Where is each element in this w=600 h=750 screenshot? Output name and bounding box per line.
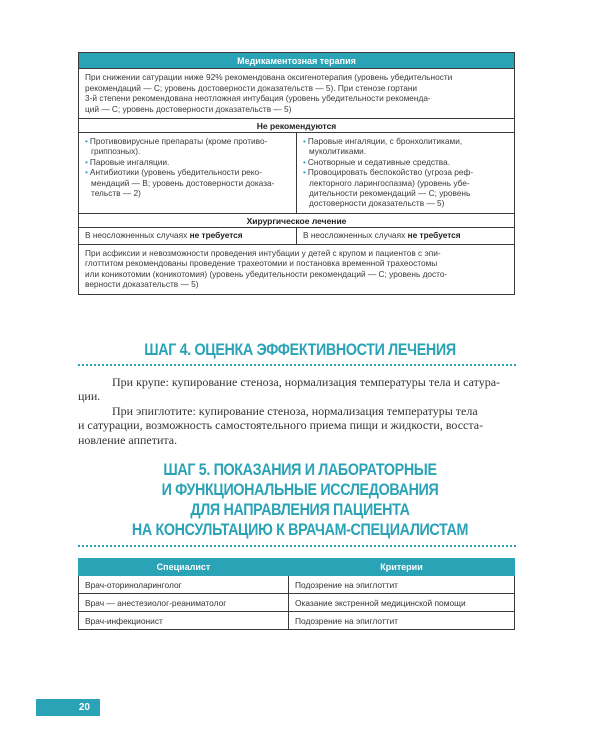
surgical-row <box>79 227 514 244</box>
list-item: • Провоцировать беспокойство (угроза реф- <box>303 167 508 177</box>
list-item: дительности рекомендаций — С; уровень <box>309 188 471 199</box>
list-item: тельств — 2) <box>91 188 141 199</box>
specialist-cell: Врач — анестезиолог-реаниматолог <box>79 594 289 612</box>
criteria-cell: Подозрение на эпиглоттит <box>289 612 515 630</box>
not-recommended-header: Не рекомендуются <box>79 118 514 132</box>
specialist-cell: Врач-оториноларинголог <box>79 576 289 594</box>
list-item: мендаций — В; уровень достоверности доказа- <box>91 177 275 188</box>
table-row <box>79 576 515 594</box>
list-item: гриппозных). <box>91 146 141 157</box>
not-recommended-row <box>79 132 514 213</box>
surgical-text: При асфиксии и невозможности проведения интубации у детей с крупом и пациентов с эпи- глоттитом рекомендованы проведение трахеотомии и постановка временной трахеостомы или коникотомии (коникотомия) (уровень убедительности рекомендаций — С; уровень досто- верности доказательств — 5) <box>79 244 514 294</box>
not-recommended-left <box>79 133 296 213</box>
list-item: • Противовирусные препараты (кроме противо- <box>85 136 290 146</box>
step4-title: ШАГ 4. ОЦЕНКА ЭФФЕКТИВНОСТИ ЛЕЧЕНИЯ <box>144 340 456 359</box>
list-item: • Антибиотики (уровень убедительности реко- <box>85 167 290 177</box>
table-row <box>79 612 515 630</box>
list-item: достоверности доказательств — 5) <box>309 198 445 209</box>
list-item: • Снотворные и седативные средства. <box>303 157 508 167</box>
surgical-header: Хирургическое лечение <box>79 213 514 227</box>
specialist-table <box>78 558 515 630</box>
medication-header: Медикаментозная терапия <box>79 52 514 68</box>
step4-paragraph-1: При крупе: купирование стеноза, нормализация температуры тела и сатура- ции. <box>78 375 501 404</box>
list-item: лекторного ларингоспазма) (уровень убе- <box>309 177 470 188</box>
table-row <box>79 594 515 612</box>
step5-divider <box>78 545 516 547</box>
list-item: муколитиками. <box>309 146 367 157</box>
not-recommended-right <box>296 133 514 213</box>
step5-title: ШАГ 5. ПОКАЗАНИЯ И ЛАБОРАТОРНЫЕ И ФУНКЦИОНАЛЬНЫЕ ИССЛЕДОВАНИЯ ДЛЯ НАПРАВЛЕНИЯ ПАЦИЕНТА НА КОНСУЛЬТАЦИЮ К ВРАЧАМ-СПЕЦИАЛИСТАМ <box>131 460 469 539</box>
criteria-cell: Подозрение на эпиглоттит <box>289 576 515 594</box>
page-number: 20 <box>36 699 100 716</box>
column-header-specialist: Специалист <box>79 559 289 576</box>
step4-divider <box>78 364 516 366</box>
therapy-table <box>78 52 515 295</box>
specialist-cell: Врач-инфекционист <box>79 612 289 630</box>
step4-paragraph-2: При эпиглотите: купирование стеноза, нормализация температуры тела и сатурации, возможность самостоятельного приема пищи и жидкости, восста- новление аппетита. <box>78 404 484 447</box>
medication-text: При снижении сатурации ниже 92% рекомендована оксигенотерапия (уровень убедительности рекомендаций — С; уровень достоверности доказательств — 5). При стенозе гортани 3-й степени рекомендована неотложная интубация (уровень убедительности рекоменда- ций — С; уровень достоверности доказательств — 5) <box>79 68 514 118</box>
criteria-cell: Оказание экстренной медицинской помощи <box>289 594 515 612</box>
surgical-left: В неосложненных случаях не требуется <box>85 229 243 240</box>
surgical-right: В неосложненных случаях не требуется <box>296 228 514 244</box>
column-header-criteria: Критерии <box>289 559 515 576</box>
list-item: • Паровые ингаляции, с бронхолитиками, <box>303 136 508 146</box>
list-item: • Паровые ингаляции. <box>85 157 290 167</box>
table-header-row <box>79 559 515 576</box>
